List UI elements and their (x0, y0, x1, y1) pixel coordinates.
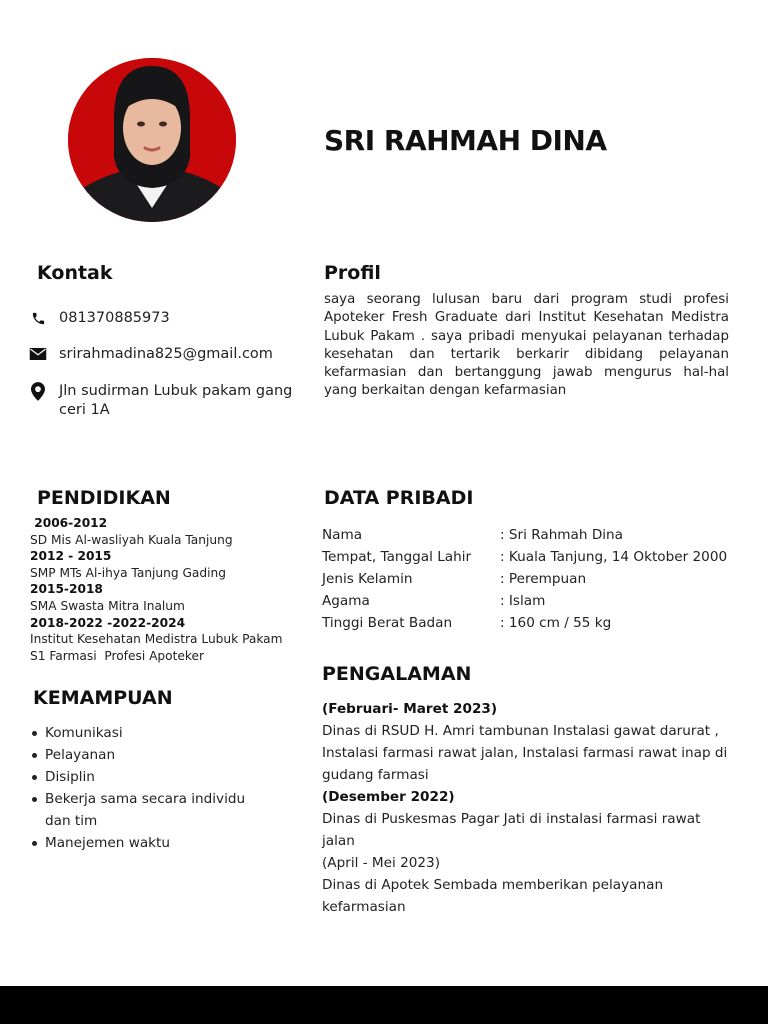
experience-description: Dinas di Apotek Sembada memberikan pelayanan kefarmasian (322, 877, 664, 915)
personal-data-label: Tinggi Berat Badan (322, 615, 453, 631)
personal-data-value: : 160 cm / 55 kg (500, 615, 612, 631)
skill-item: Manejemen waktu (45, 832, 305, 854)
personal-data-label: Jenis Kelamin (322, 571, 413, 587)
education-school: Institut Kesehatan Medistra Lubuk Pakam (30, 632, 283, 647)
education-year: 2012 - 2015 (30, 549, 112, 564)
personal-data-row (322, 590, 742, 612)
experience-description: Dinas di RSUD H. Amri tambunan Instalasi gawat darurat , Instalasi farmasi rawat jalan, Instalasi farmasi rawat inap di gudang farmasi (322, 723, 728, 783)
education-school: SMA Swasta Mitra Inalum (30, 598, 185, 613)
skill-item: Bekerja sama secara individu dan tim (45, 788, 260, 832)
experience-list (322, 698, 737, 918)
experience-period: (April - Mei 2023) (322, 855, 441, 871)
personal-data-label: Tempat, Tanggal Lahir (322, 549, 472, 565)
education-year: 2018-2022 -2022-2024 (30, 615, 186, 630)
education-year: 2006-2012 (30, 516, 108, 530)
skill-item: Disiplin (45, 766, 305, 788)
phone-icon (28, 309, 48, 327)
personal-data-value: : Kuala Tanjung, 14 Oktober 2000 (500, 549, 728, 565)
skill-item: Komunikasi (45, 722, 305, 744)
contact-email (28, 345, 273, 364)
footer-bar (0, 986, 768, 1024)
email-icon (28, 345, 48, 363)
experience-period: (Februari- Maret 2023) (322, 701, 498, 717)
full-name: SRI RAHMAH DINA (324, 124, 607, 157)
personal-data-value: : Sri Rahmah Dina (500, 527, 624, 543)
experience-period: (Desember 2022) (322, 789, 455, 805)
personal-data-row (322, 612, 742, 634)
education-list (30, 515, 310, 664)
personal-data-value: : Islam (500, 593, 546, 609)
profile-summary: saya seorang lulusan baru dari program studi profesi Apoteker Fresh Graduate dari Institut Kesehatan Medistra Lubuk Pakam . saya pribadi menyukai pelayanan terhadap kesehatan dan tertarik berkarir dibidang pelayanan kefarmasian dan bertanggung jawab mengurus hal-hal yang berkaitan dengan kefarmasian (324, 292, 729, 399)
phone-number: 081370885973 (59, 310, 170, 326)
heading-profil: Profil (324, 262, 381, 284)
personal-data-row (322, 546, 742, 568)
address-text: Jln sudirman Lubuk pakam gang ceri 1A (59, 383, 293, 418)
personal-data-value: : Perempuan (500, 571, 587, 587)
education-year: 2015-2018 (30, 582, 103, 597)
skill-item: Pelayanan (45, 744, 305, 766)
education-degree: S1 Farmasi Profesi Apoteker (30, 648, 205, 663)
location-pin-icon (28, 382, 48, 400)
experience-description: Dinas di Puskesmas Pagar Jati di instalasi farmasi rawat jalan (322, 811, 701, 849)
heading-kontak: Kontak (37, 262, 113, 284)
personal-data-row (322, 524, 742, 546)
profile-photo (68, 58, 236, 222)
skills-list (45, 722, 305, 854)
heading-kemampuan: KEMAMPUAN (33, 687, 173, 709)
contact-phone (28, 309, 170, 328)
education-school: SD Mis Al-wasliyah Kuala Tanjung (30, 532, 233, 547)
personal-data-table (322, 524, 742, 634)
personal-data-label: Agama (322, 593, 370, 609)
heading-pengalaman: PENGALAMAN (322, 663, 472, 685)
contact-address (28, 382, 303, 420)
email-address: srirahmadina825@gmail.com (59, 346, 273, 362)
personal-data-label: Nama (322, 527, 363, 543)
heading-data-pribadi: DATA PRIBADI (324, 487, 474, 509)
education-school: SMP MTs Al-ihya Tanjung Gading (30, 565, 226, 580)
personal-data-row (322, 568, 742, 590)
heading-pendidikan: PENDIDIKAN (37, 487, 171, 509)
